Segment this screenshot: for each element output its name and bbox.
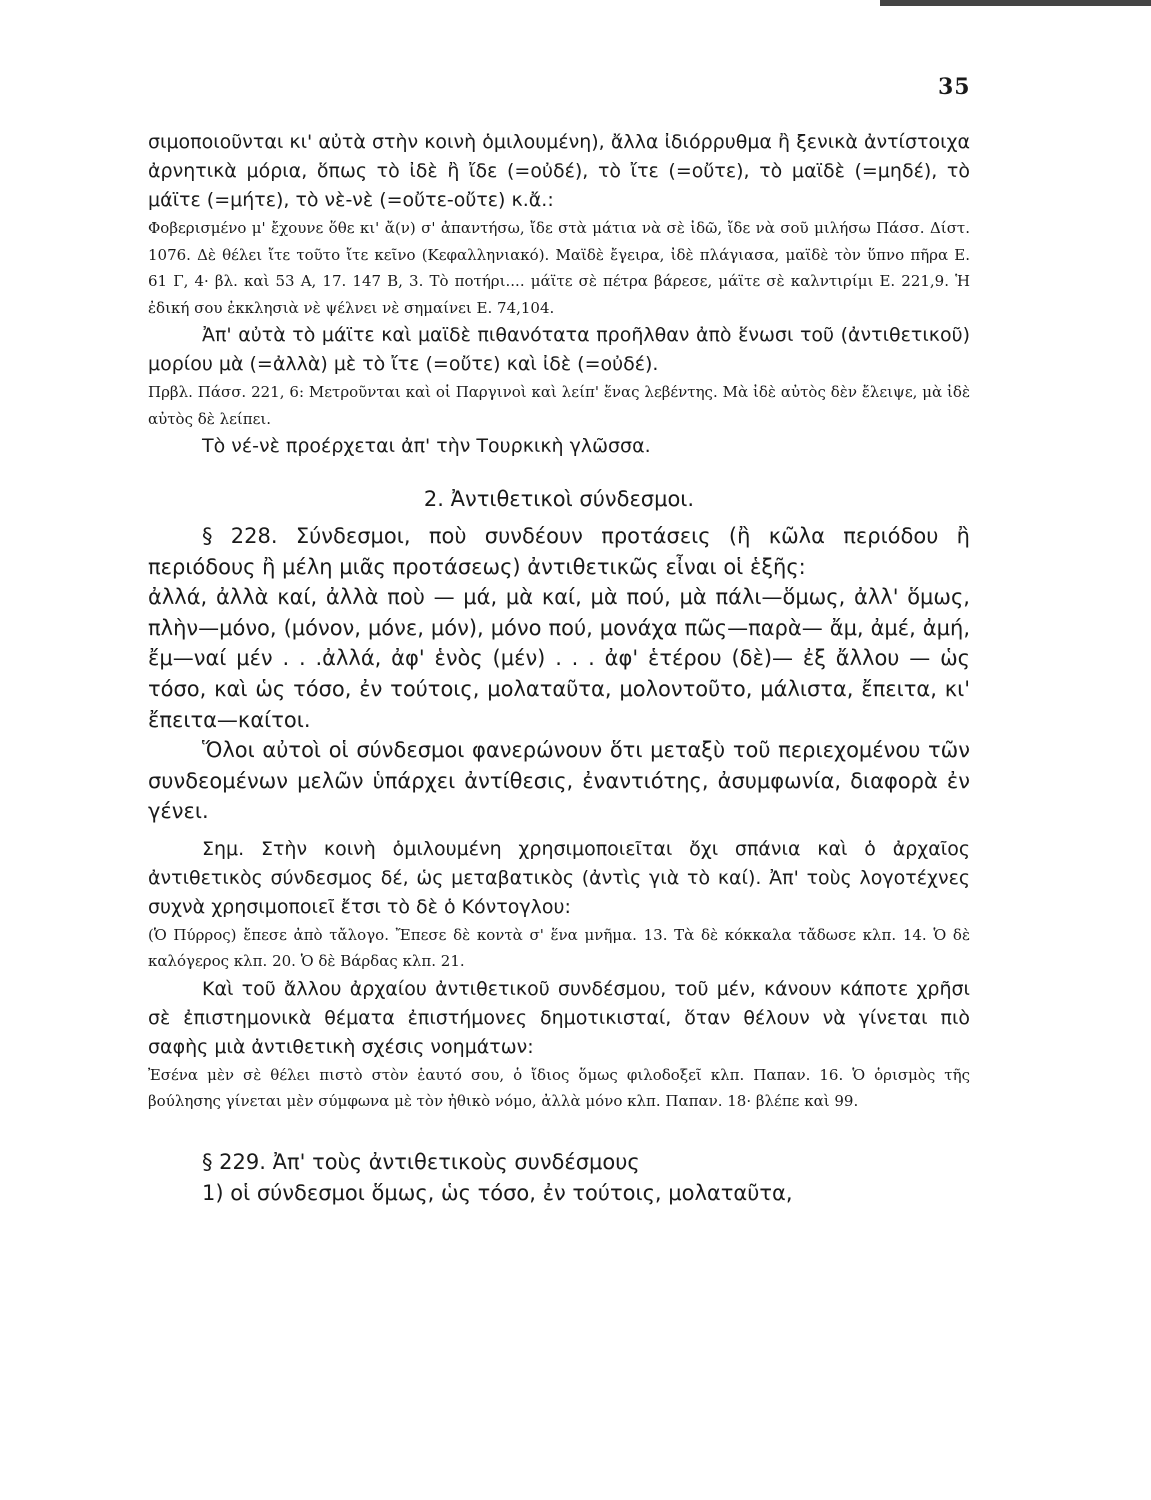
paragraph-section-228: § 228. Σύνδεσμοι, ποὺ συνδέουν προτάσεις (ἢ κῶλα περιόδου ἢ περιόδους ἢ μέλη μιᾶς προτάσεως) ἀντιθετικῶς εἶναι οἱ ἑξῆς: xyxy=(148,524,970,579)
examples-negative-particles: Φοβερισμένο μ' ἔχουνε ὅθε κι' ἄ(ν) σ' ἀπαντήσω, ἴδε στὰ μάτια νὰ σὲ ἰδῶ, ἴδε νὰ σοῦ μιλήσω Πάσσ. Δίστ. 1076. Δὲ θέλει ἴτε τοῦτο ἴτε κεῖνο (Κεφαλληνιακό). Μαϊδὲ ἔγειρα, ἰδὲ πλάγιασα, μαϊδὲ τὸν ὕπνο πῆρα Ε. 61 Γ, 4· βλ. καὶ 53 Α, 17. 147 Β, 3. Τὸ ποτήρι.... μάϊτε σὲ πέτρα βάρεσε, μάϊτε σὲ καλντιρίμι Ε. 221,9. Ἡ ἐδική σου ἐκκλησιὰ νὲ ψέλνει νὲ σημαίνει Ε. 74,104. xyxy=(148,219,970,317)
paragraph-contrast-meaning: Ὅλοι αὐτοὶ οἱ σύνδεσμοι φανερώνουν ὅτι μεταξὺ τοῦ περιεχομένου τῶν συνδεομένων μελῶν ὑπάρχει ἀντίθεσις, ἐναντιότης, ἀσυμφωνία, διαφορὰ ἐν γένει. xyxy=(148,738,970,824)
paragraph-section-229-item-1: 1) οἱ σύνδεσμοι ὅμως, ὡς τόσο, ἐν τούτοις, μολαταῦτα, xyxy=(202,1180,793,1205)
examples-papan: Ἐσένα μὲν σὲ θέλει πιστὸ στὸν ἑαυτό σου, ὁ ἴδιος ὅμως φιλοδοξεῖ κλπ. Παπαν. 16. Ὁ ὁρισμὸς τῆς βούλησης γίνεται μὲν σύμφωνα μὲ τὸν ἠθικὸ νόμο, ἀλλὰ μόνο κλπ. Παπαν. 18· βλέπε καὶ 99. xyxy=(148,1065,970,1111)
conjunction-list: ἀλλά, ἀλλὰ καί, ἀλλὰ ποὺ — μά, μὰ καί, μὰ πού, μὰ πάλι—ὅμως, ἀλλ' ὅμως, πλὴν—μόνο, (μόνον, μόνε, μόν), μόνο πού, μονάχα πῶς—παρὰ— ἄμ, ἀμέ, ἀμή, ἔμ—ναί μέν . . .ἀλλά, ἀφ' ἑνὸς (μέν) . . . ἀφ' ἑτέρου (δὲ)— ἐξ ἄλλου — ὡς τόσο, καὶ ὡς τόσο, ἐν τούτοις, μολαταῦτα, μολοντοῦτο, μάλιστα, ἔπειτα, κι' ἔπειτα—καίτοι. xyxy=(148,585,970,732)
page-body xyxy=(148,128,970,1208)
page-number: 35 xyxy=(938,74,971,100)
paragraph-section-229: § 229. Ἀπ' τοὺς ἀντιθετικοὺς συνδέσμους xyxy=(202,1149,640,1174)
paragraph-turkish-origin: Τὸ νέ-νὲ προέρχεται ἀπ' τὴν Τουρκικὴ γλῶσσα. xyxy=(202,435,651,457)
examples-kontoglou: (Ὁ Πύρρος) ἔπεσε ἀπὸ τἄλογο. Ἔπεσε δὲ κοντὰ σ' ἕνα μνῆμα. 13. Τὰ δὲ κόκκαλα τἄδωσε κλπ. 14. Ὁ δὲ καλόγερος κλπ. 20. Ὁ δὲ Βάρδας κλπ. 21. xyxy=(148,925,970,971)
examples-origin: Πρβλ. Πάσσ. 221, 6: Μετροῦνται καὶ οἱ Παργινοὶ καὶ λείπ' ἕνας λεβέντης. Μὰ ἰδὲ αὐτὸς δὲν ἔλειψε, μὰ ἰδὲ αὐτὸς δὲ λείπει. xyxy=(148,383,970,428)
section-heading: 2. Ἀντιθετικοὶ σύνδεσμοι. xyxy=(423,487,695,511)
scan-edge-bar xyxy=(880,0,1151,6)
paragraph-negative-particles: σιμοποιοῦνται κι' αὐτὰ στὴν κοινὴ ὁμιλουμένη), ἄλλα ἰδιόρρυθμα ἢ ξενικὰ ἀντίστοιχα ἀρνητικὰ μόρια, ὅπως τὸ ἰδὲ ἢ ἴδε (=οὐδέ), τὸ ἴτε (=οὔτε), τὸ μαϊδὲ (=μηδέ), τὸ μάϊτε (=μήτε), τὸ νὲ-νὲ (=οὔτε-οὔτε) κ.ἄ.: xyxy=(148,131,970,211)
paragraph-origin: Ἀπ' αὐτὰ τὸ μάϊτε καὶ μαϊδὲ πιθανότατα προῆλθαν ἀπὸ ἕνωσι τοῦ (ἀντιθετικοῦ) μορίου μὰ (=ἀλλὰ) μὲ τὸ ἴτε (=οὔτε) καὶ ἰδὲ (=οὐδέ). xyxy=(148,324,970,375)
paragraph-note: Σημ. Στὴν κοινὴ ὁμιλουμένη χρησιμοποιεῖται ὄχι σπάνια καὶ ὁ ἀρχαῖος ἀντιθετικὸς σύνδεσμος δέ, ὡς μεταβατικὸς (ἀντὶς γιὰ τὸ καί). Ἀπ' τοὺς λογοτέχνες συχνὰ χρησιμοποιεῖ ἔτσι τὸ δὲ ὁ Κόντογλου: xyxy=(148,837,970,918)
paragraph-men-usage: Καὶ τοῦ ἄλλου ἀρχαίου ἀντιθετικοῦ συνδέσμου, τοῦ μέν, κάνουν κάποτε χρῆσι σὲ ἐπιστημονικὰ θέματα ἐπιστήμονες δημοτικισταί, ὅταν θέλουν νὰ γίνεται πιὸ σαφὴς μιὰ ἀντιθετικὴ σχέσις νοημάτων: xyxy=(148,977,970,1058)
